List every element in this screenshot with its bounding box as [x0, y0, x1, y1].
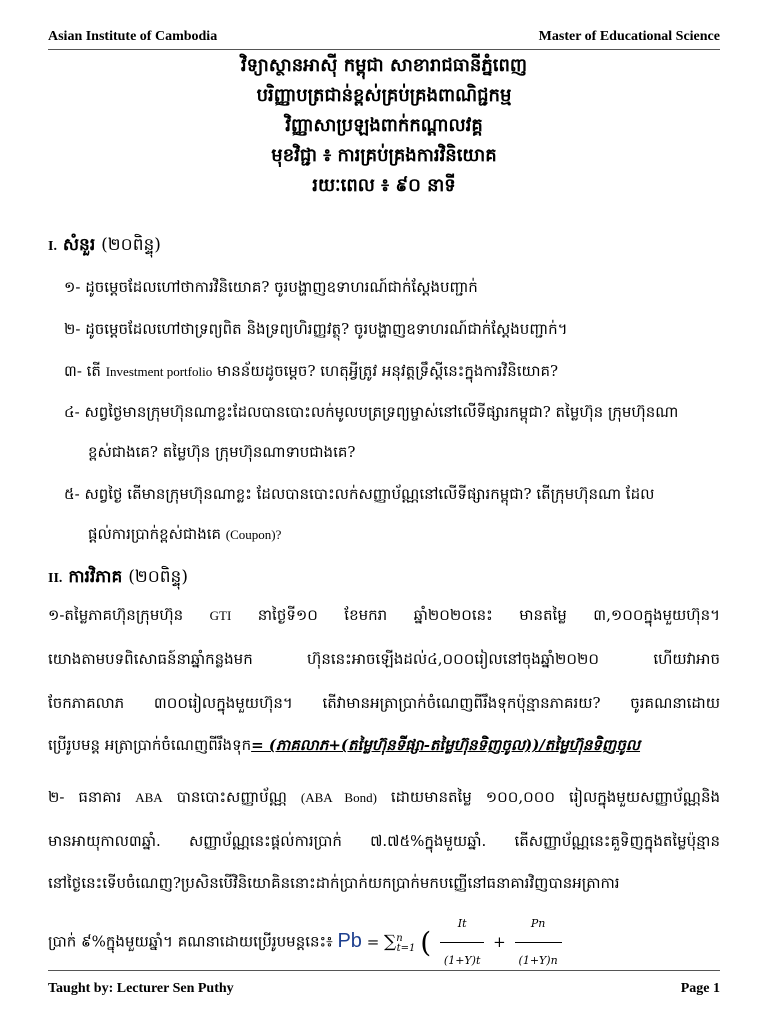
problem-2-line-3: នៅថ្ងៃនេះទើបចំណេញ?ប្រសិនបើវិនិយោគិននោះដាក់ប្រាក់យកប្រាក់មកបញ្ញើនៅធនាគារវិញបានអត្រាការ	[48, 874, 620, 892]
lecturer-name: Taught by: Lecturer Sen Puthy	[48, 981, 234, 996]
problem-2-line-1	[48, 786, 720, 809]
question-5-line-2	[88, 523, 281, 546]
formula-fraction-1-den: (1+Y)t	[443, 954, 481, 967]
return-formula: = (ភាគលាភ+(តម្លៃហ៊ុនទីផ្សា-តម្លៃហ៊ុនទិញចូល))/តម្លៃហ៊ុនទិញចូល	[251, 736, 641, 754]
institute-name: Asian Institute of Cambodia	[48, 29, 218, 44]
problem-2-issued: បានបោះសញ្ញាប័ណ្ណ	[162, 788, 301, 806]
formula-plus: +	[493, 932, 506, 951]
problem-1-formula-label: ប្រើរូបមន្ត អត្រាប្រាក់ចំណេញពីរឹងទុក	[48, 736, 252, 754]
formula-fraction-1	[440, 906, 484, 979]
problem-1-line-2: យោងតាមបទពិសោធន៍នាឆ្នាំកន្លងមក ហ៊ុននេះអាចឡើងដល់៤,០០០រៀលនៅចុងឆ្នាំ២០២០ ហើយវាអាច	[48, 650, 720, 668]
problem-1-company: GTI	[209, 608, 232, 623]
section-1-number: I.	[48, 239, 57, 254]
formula-equals: =	[361, 932, 385, 951]
formula-sum-symbol: ∑	[384, 931, 397, 952]
title-duration: រយៈពេល ៖ ៩០ នាទី	[312, 175, 456, 196]
formula-sum-upper: n	[396, 932, 403, 944]
problem-2-bank: ABA	[135, 790, 163, 805]
page-footer	[48, 970, 720, 1001]
section-1-title: សំនួរ	[62, 235, 96, 255]
title-degree: បរិញ្ញាបត្រជាន់ខ្ពស់គ្រប់គ្រងពាណិជ្ជកម្ម	[256, 85, 512, 106]
section-1-points: (២០ពិន្ទុ)	[101, 235, 161, 255]
bond-price-formula	[337, 917, 565, 967]
problem-1-line-1	[48, 604, 720, 627]
section-2-title: ការវិភាគ	[68, 567, 123, 587]
problem-1-intro: ១-តម្លៃភាគហ៊ុនក្រុមហ៊ុន	[48, 606, 210, 624]
formula-fraction-2-num: Pn	[515, 906, 562, 943]
formula-fraction-1-num: It	[440, 906, 484, 943]
question-5-line-2-text: ផ្តល់ការប្រាក់ខ្ពស់ជាងគេ	[88, 525, 226, 543]
question-4-line-1: ៤- សព្វថ្ងៃមានក្រុមហ៊ុនណាខ្លះដែលបានបោះលក់មូលបត្រទ្រព្យម្ចាស់នៅលើទីផ្សារកម្ពុជា? តម្លៃហ៊ុន ក្រុមហ៊ុនណា	[64, 403, 679, 421]
problem-2-line-4	[48, 906, 566, 979]
question-5-coupon: (Coupon)?	[225, 527, 282, 542]
question-3-post: មានន័យដូចម្តេច? ហេតុអ្វីត្រូវ អនុវត្តទ្រឹស្តីនេះក្នុងការវិនិយោគ?	[212, 362, 559, 380]
section-2-number: II.	[48, 571, 63, 586]
question-3-term: Investment portfolio	[105, 364, 213, 379]
problem-1-line-4	[48, 734, 640, 756]
problem-2-line-2: មានអាយុកាល៣ឆ្នាំ. សញ្ញាប័ណ្ណនេះផ្តល់ការប្រាក់ ៧.៧៥%ក្នុងមួយឆ្នាំ. តើសញ្ញាប័ណ្ណនេះគួទិញក្នុងតម្លៃប៉ុន្មាន	[48, 832, 720, 850]
question-3	[64, 360, 558, 383]
title-exam: វិញ្ញាសាប្រឡងពាក់កណ្តាលវគ្គ	[285, 115, 483, 136]
page-header	[48, 27, 720, 50]
formula-sum-lower: t=1	[396, 942, 416, 954]
question-2: ២- ដូចម្តេចដែលហៅថាទ្រព្យពិត និងទ្រព្យហិរញ្ញវត្ថុ? ចូរបង្ហាញឧទាហរណ៍ជាក់ស្តែងបញ្ជាក់។	[64, 320, 568, 338]
problem-1-line-3: ចែកភាគលាភ ៣០០រៀលក្នុងមួយហ៊ុន។ តើវាមានអត្រាប្រាក់ចំណេញពីរឹងទុកប៉ុន្មានភាគរយ? ចូរគណនាដោយ	[48, 694, 720, 712]
question-4-line-2: ខ្ពស់ជាងគេ? តម្លៃហ៊ុន ក្រុមហ៊ុនណាទាបជាងគេ?	[88, 443, 356, 461]
problem-2-formula-label: ប្រាក់ ៩%ក្នុងមួយឆ្នាំ។ គណនាដោយប្រើរូបមន្តនេះ៖	[48, 932, 333, 951]
page-number: Page 1	[680, 981, 720, 996]
program-name: Master of Educational Science	[538, 29, 720, 44]
question-3-pre: ៣- តើ	[64, 362, 106, 380]
title-institute: វិទ្យាស្ថានអាស៊ី កម្ពុជា សាខារាជធានីភ្នំពេញ	[240, 55, 528, 76]
formula-open-paren: (	[420, 925, 432, 959]
section-2-points: (២០ពិន្ទុ)	[128, 567, 188, 587]
problem-2-bond-name: (ABA Bond)	[300, 790, 377, 805]
question-5-line-1: ៥- សព្វថ្ងៃ តើមានក្រុមហ៊ុនណាខ្លះ ដែលបានបោះលក់សញ្ញាប័ណ្ណនៅលើទីផ្សារកម្ពុជា? តើក្រុមហ៊ុនណា ដែល	[64, 485, 655, 503]
question-1: ១- ដូចម្តេចដែលហៅថាការវិនិយោគ? ចូរបង្ហាញឧទាហរណ៍ជាក់ស្តែងបញ្ជាក់	[64, 278, 478, 296]
problem-2-intro: ២- ធនាគារ	[48, 788, 136, 806]
formula-lhs: Pb	[337, 929, 362, 952]
section-2-heading	[48, 566, 188, 591]
problem-1-price: នាថ្ងៃទី១០ ខែមករា ឆ្នាំ២០២០នេះ មានតម្លៃ ៣,១០០ក្នុងមួយហ៊ុន។	[231, 606, 720, 624]
formula-fraction-2	[515, 906, 562, 979]
section-1-heading	[48, 234, 161, 259]
formula-fraction-2-den: (1+Y)n	[518, 954, 558, 967]
title-subject: មុខវិជ្ជា ៖ ការគ្រប់គ្រងការវិនិយោគ	[271, 145, 497, 166]
problem-2-face-value: ដោយមានតម្លៃ ១០០,០០០ រៀលក្នុងមួយសញ្ញាប័ណ្ណនិង	[376, 788, 721, 806]
